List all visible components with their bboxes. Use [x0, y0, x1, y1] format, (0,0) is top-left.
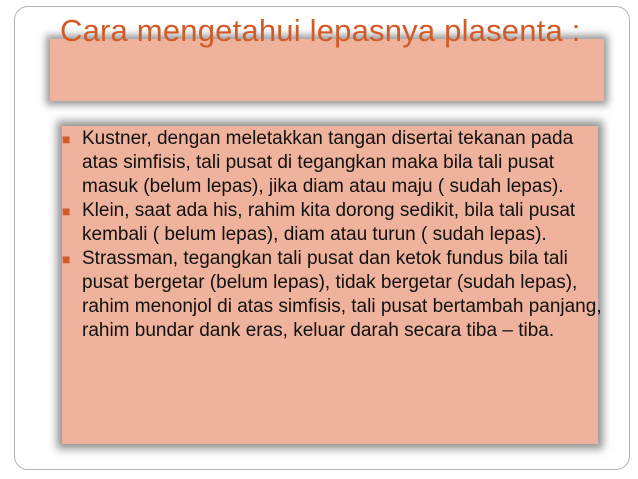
- bullet-item-strassman: [62, 247, 602, 343]
- bullet-item-klein: [62, 199, 602, 247]
- square-bullet-icon: ■: [62, 251, 71, 267]
- slide-title: Cara mengetahui lepasnya plasenta :: [60, 13, 581, 48]
- bullet-text: Strassman, tegangkan tali pusat dan ketok fundus bila tali pusat bergetar (belum lepas), tidak bergetar (sudah lepas), rahim menonjol di atas simfisis, tali pusat bertambah panjang, rahim bundar dank eras, keluar darah secara tiba – tiba.: [82, 248, 602, 341]
- bullet-text: Klein, saat ada his, rahim kita dorong sedikit, bila tali pusat kembali ( belum lepas), diam atau turun ( sudah lepas).: [82, 200, 576, 245]
- square-bullet-icon: ■: [62, 131, 71, 147]
- bullet-item-kustner: [62, 127, 602, 199]
- square-bullet-icon: ■: [62, 203, 71, 219]
- bullet-list: [62, 127, 602, 343]
- bullet-text: Kustner, dengan meletakkan tangan disertai tekanan pada atas simfisis, tali pusat di tegangkan maka bila tali pusat masuk (belum lepas), jika diam atau maju ( sudah lepas).: [82, 128, 574, 197]
